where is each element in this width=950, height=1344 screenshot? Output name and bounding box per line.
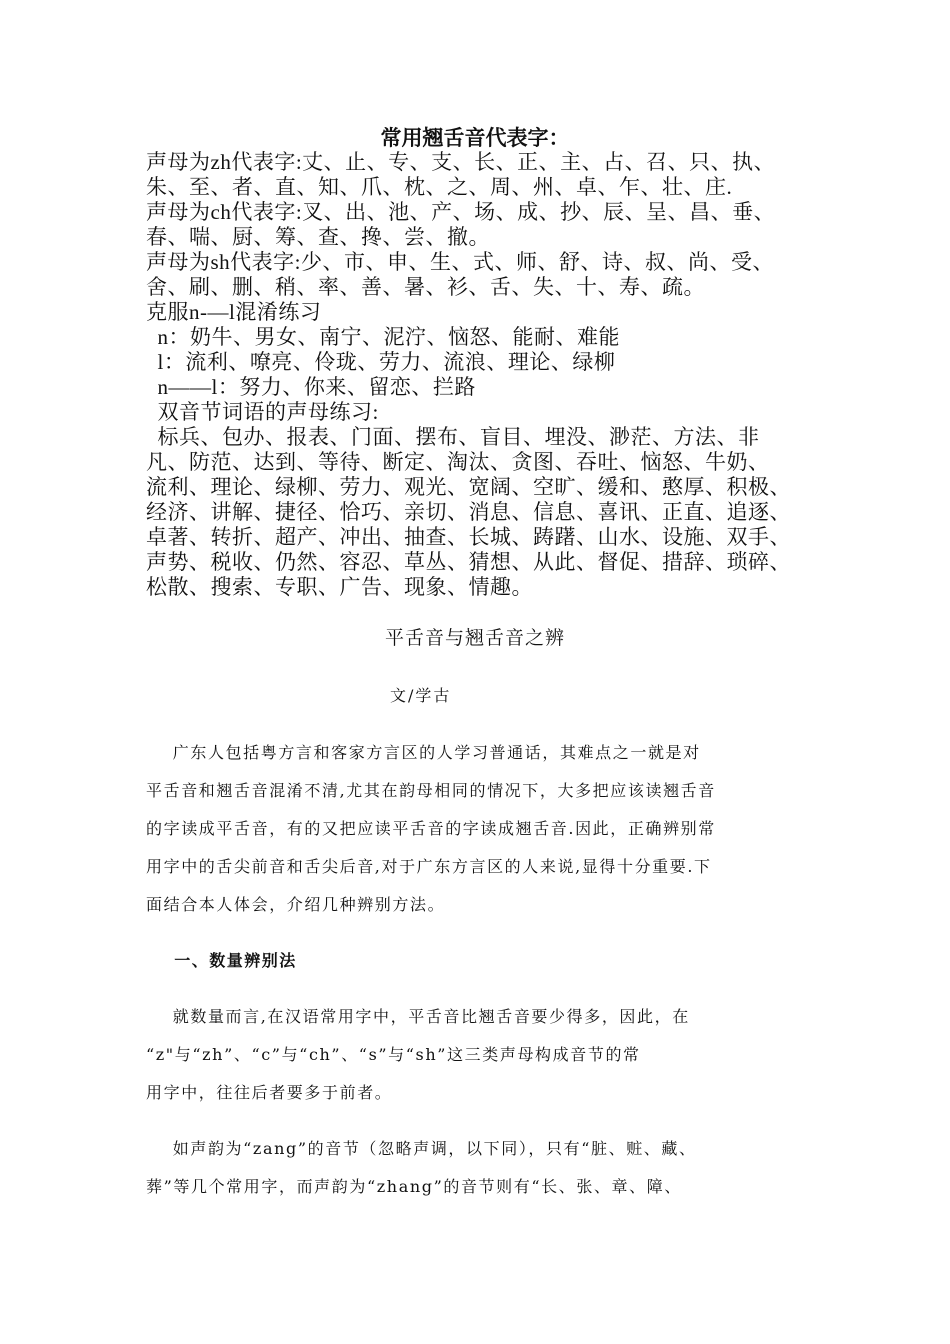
paragraph-line: 的字读成平舌音，有的又把应读平舌音的字读成翘舌音.因此，正确辨别常 bbox=[146, 819, 716, 838]
document-title: 常用翘舌音代表字： bbox=[380, 126, 570, 150]
text-line: 声势、税收、仍然、容忍、草丛、猜想、从此、督促、措辞、琐碎、 bbox=[146, 550, 791, 574]
text-line: 朱、至、者、直、知、爪、枕、之、周、州、卓、乍、壮、庄. bbox=[146, 175, 733, 199]
paragraph-line: 用字中的舌尖前音和舌尖后音,对于广东方言区的人来说,显得十分重要.下 bbox=[146, 857, 712, 876]
text-line: l：流利、嘹亮、伶珑、劳力、流浪、理论、绿柳 bbox=[146, 350, 616, 374]
text-line: 流利、理论、绿柳、劳力、观光、宽阔、空旷、缓和、憨厚、积极、 bbox=[146, 475, 791, 499]
text-line: 双音节词语的声母练习: bbox=[146, 400, 379, 424]
text-line: n——l：努力、你来、留恋、拦路 bbox=[146, 375, 476, 399]
text-line: n：奶牛、男女、南宁、泥泞、恼怒、能耐、难能 bbox=[146, 325, 620, 349]
section-heading: 克服n-—l混淆练习 bbox=[146, 300, 322, 324]
text-line: 卓著、转折、超产、冲出、抽查、长城、踌躇、山水、设施、双手、 bbox=[146, 525, 791, 549]
paragraph-line: 就数量而言,在汉语常用字中，平舌音比翘舌音要少得多，因此，在 bbox=[146, 1007, 690, 1026]
section-heading: 一、数量辨别法 bbox=[146, 951, 297, 970]
article-author: 文/学古 bbox=[390, 686, 452, 705]
text-line: 舍、刷、删、稍、率、善、暑、衫、舌、失、十、寿、疏。 bbox=[146, 275, 705, 299]
text-line: 声母为sh代表字:少、市、申、生、式、师、舒、诗、叔、尚、受、 bbox=[146, 250, 775, 274]
text-line: 声母为zh代表字:丈、止、专、支、长、正、主、占、召、只、执、 bbox=[146, 150, 776, 174]
text-line: 凡、防范、达到、等待、断定、淘汰、贪图、吞吐、恼怒、牛奶、 bbox=[146, 450, 770, 474]
paragraph-line: 广东人包括粤方言和客家方言区的人学习普通话，其难点之一就是对 bbox=[146, 743, 701, 762]
paragraph-line: “z"与“zh”、“c”与“ch”、“s”与“sh”这三类声母构成音节的常 bbox=[146, 1045, 641, 1064]
text-line: 松散、搜索、专职、广告、现象、情趣。 bbox=[146, 575, 533, 599]
paragraph-line: 平舌音和翘舌音混淆不清,尤其在韵母相同的情况下，大多把应该读翘舌音 bbox=[146, 781, 716, 800]
text-line: 春、喘、厨、筹、查、搀、尝、撤。 bbox=[146, 225, 490, 249]
paragraph-line: 用字中，往往后者要多于前者。 bbox=[146, 1083, 393, 1102]
text-line: 声母为ch代表字:叉、出、池、产、场、成、抄、辰、呈、昌、垂、 bbox=[146, 200, 776, 224]
paragraph-line: 葬”等几个常用字，而声韵为“zhang”的音节则有“长、张、章、障、 bbox=[146, 1177, 682, 1196]
text-line: 标兵、包办、报表、门面、摆布、盲目、埋没、渺茫、方法、非 bbox=[146, 425, 760, 449]
paragraph-line: 如声韵为“zang”的音节（忽略声调，以下同），只有“脏、赃、藏、 bbox=[146, 1139, 697, 1158]
article-title: 平舌音与翘舌音之辨 bbox=[384, 627, 565, 649]
text-line: 经济、讲解、捷径、恰巧、亲切、消息、信息、喜讯、正直、追逐、 bbox=[146, 500, 791, 524]
paragraph-line: 面结合本人体会，介绍几种辨别方法。 bbox=[146, 895, 446, 914]
